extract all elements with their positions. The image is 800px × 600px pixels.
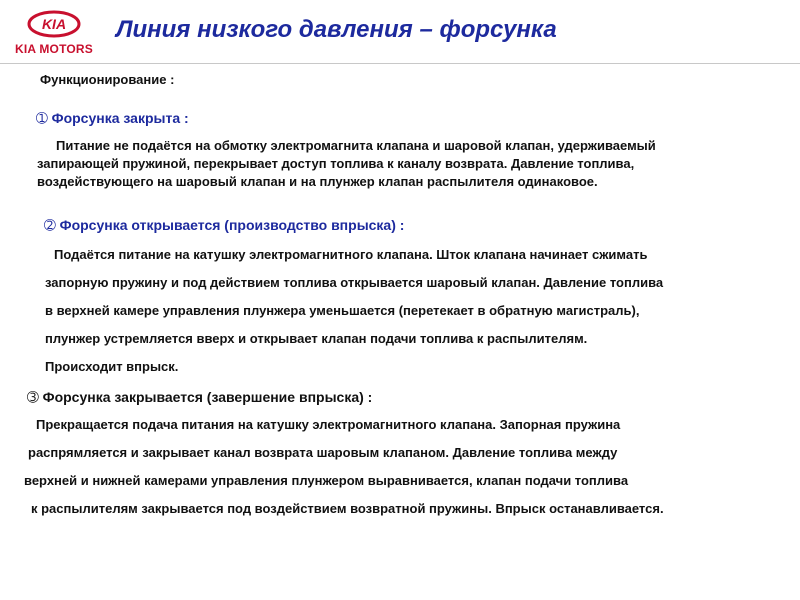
header: [0, 0, 800, 64]
step-2-line-5: Происходит впрыск.: [45, 359, 179, 374]
step-2-heading-text: Форсунка открывается (производство впрыска) :: [59, 217, 405, 233]
step-3-line-2: распрямляется и закрывает канал возврата шаровым клапаном. Давление топлива между: [28, 445, 618, 460]
step-1-number: ➀: [36, 111, 48, 127]
step-2-line-4: плунжер устремляется вверх и открывает клапан подачи топлива к распылителям.: [45, 331, 588, 346]
step-3-line-1: Прекращается подача питания на катушку электромагнитного клапана. Запорная пружина: [36, 417, 621, 432]
page-title: Линия низкого давления – форсунка: [116, 16, 557, 43]
step-1-heading-text: Форсунка закрыта :: [51, 110, 189, 126]
step-3-number: ➂: [27, 390, 39, 406]
header-divider: [0, 63, 800, 64]
section-label: Функционирование :: [40, 72, 175, 87]
step-1-line-1: Питание не подаётся на обмотку электромагнита клапана и шаровой клапан, удерживаемый: [56, 138, 656, 153]
kia-oval-icon: [27, 10, 81, 38]
kia-logo: [10, 10, 98, 58]
logo-brand-text: KIA MOTORS: [14, 42, 93, 56]
step-1-line-3: воздействующего на шаровый клапан и на плунжер клапан распылителя одинаковое.: [37, 174, 598, 189]
step-3-line-4: к распылителям закрывается под воздействием возвратной пружины. Впрыск останавливается.: [31, 501, 664, 516]
step-2-line-3: в верхней камере управления плунжера уменьшается (перетекает в обратную магистраль),: [45, 303, 640, 318]
step-3-heading-text: Форсунка закрывается (завершение впрыска) :: [42, 389, 373, 405]
step-2-number: ➁: [44, 218, 56, 234]
step-2-line-1: Подаётся питание на катушку электромагнитного клапана. Шток клапана начинает сжимать: [54, 247, 648, 262]
step-2-heading: [44, 217, 404, 234]
logo-mark-text: KIA: [41, 16, 67, 32]
step-1-heading: [36, 110, 189, 127]
step-2-line-2: запорную пружину и под действием топлива открывается шаровый клапан. Давление топлива: [45, 275, 664, 290]
step-3-heading: [27, 389, 372, 406]
step-3-line-3: верхней и нижней камерами управления плунжером выравнивается, клапан подачи топлива: [24, 473, 629, 488]
step-1-line-2: запирающей пружиной, перекрывает доступ топлива к каналу возврата. Давление топлива,: [37, 156, 635, 171]
